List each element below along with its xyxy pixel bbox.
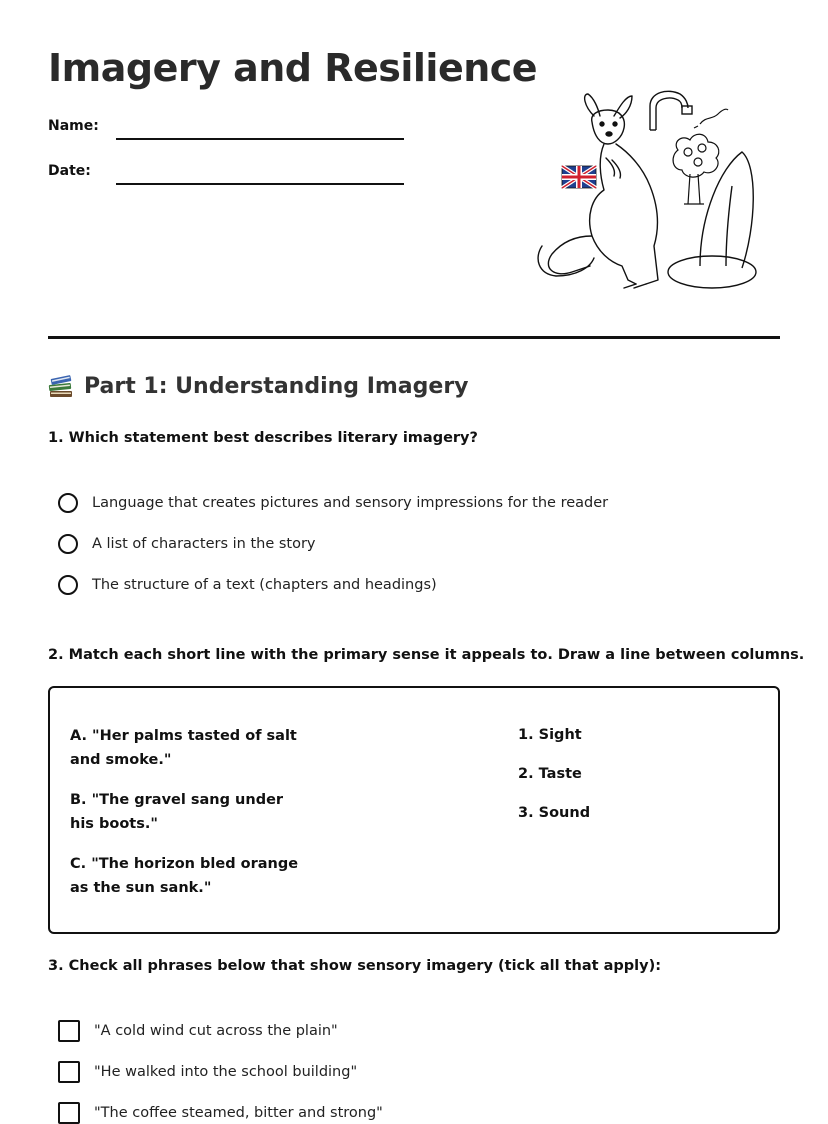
q1-option-label: The structure of a text (chapters and headings) bbox=[92, 577, 437, 593]
date-field[interactable] bbox=[116, 183, 404, 185]
matching-box bbox=[48, 686, 780, 934]
name-label: Name: bbox=[48, 118, 99, 134]
illustration bbox=[532, 86, 764, 296]
question-1: 1. Which statement best describes literary imagery? bbox=[48, 430, 478, 446]
date-label: Date: bbox=[48, 163, 91, 179]
part1-heading-text: Part 1: Understanding Imagery bbox=[84, 374, 469, 399]
sense-taste[interactable]: 2. Taste bbox=[518, 766, 582, 782]
match-line-a[interactable]: A. "Her palms tasted of salt and smoke." bbox=[70, 728, 297, 768]
q1-option-2[interactable] bbox=[58, 534, 316, 554]
worksheet-title: Imagery and Resilience bbox=[48, 46, 538, 90]
kangaroo-icon bbox=[538, 94, 658, 288]
question-3: 3. Check all phrases below that show sensory imagery (tick all that apply): bbox=[48, 958, 662, 974]
bird-icon bbox=[694, 109, 728, 128]
name-field[interactable] bbox=[116, 138, 404, 140]
radio-button[interactable] bbox=[58, 534, 78, 554]
q1-option-label: A list of characters in the story bbox=[92, 536, 316, 552]
q3-option-label: "The coffee steamed, bitter and strong" bbox=[94, 1105, 383, 1121]
q1-option-1[interactable] bbox=[58, 493, 608, 513]
q3-option-label: "He walked into the school building" bbox=[94, 1064, 358, 1080]
q3-option-1[interactable] bbox=[58, 1020, 338, 1042]
match-line-b[interactable]: B. "The gravel sang under his boots." bbox=[70, 792, 284, 832]
sense-sight[interactable]: 1. Sight bbox=[518, 727, 582, 743]
sense-sound[interactable]: 3. Sound bbox=[518, 805, 591, 821]
checkbox[interactable] bbox=[58, 1102, 80, 1124]
q3-option-label: "A cold wind cut across the plain" bbox=[94, 1023, 338, 1039]
part1-heading bbox=[48, 374, 469, 399]
question-2: 2. Match each short line with the primary sense it appeals to. Draw a line between columns. bbox=[48, 647, 805, 663]
uk-flag-icon bbox=[562, 166, 596, 188]
q1-option-label: Language that creates pictures and sensory impressions for the reader bbox=[92, 495, 609, 511]
radio-button[interactable] bbox=[58, 575, 78, 595]
q3-option-3[interactable] bbox=[58, 1102, 383, 1124]
q3-option-2[interactable] bbox=[58, 1061, 357, 1083]
checkbox[interactable] bbox=[58, 1061, 80, 1083]
q1-option-3[interactable] bbox=[58, 575, 437, 595]
checkbox[interactable] bbox=[58, 1020, 80, 1042]
radio-button[interactable] bbox=[58, 493, 78, 513]
books-icon bbox=[48, 375, 74, 399]
tree-icon bbox=[673, 134, 719, 204]
umbrella-handle-icon bbox=[650, 91, 692, 130]
match-line-c[interactable]: C. "The horizon bled orange as the sun sank." bbox=[70, 856, 299, 896]
section-divider bbox=[48, 336, 780, 339]
